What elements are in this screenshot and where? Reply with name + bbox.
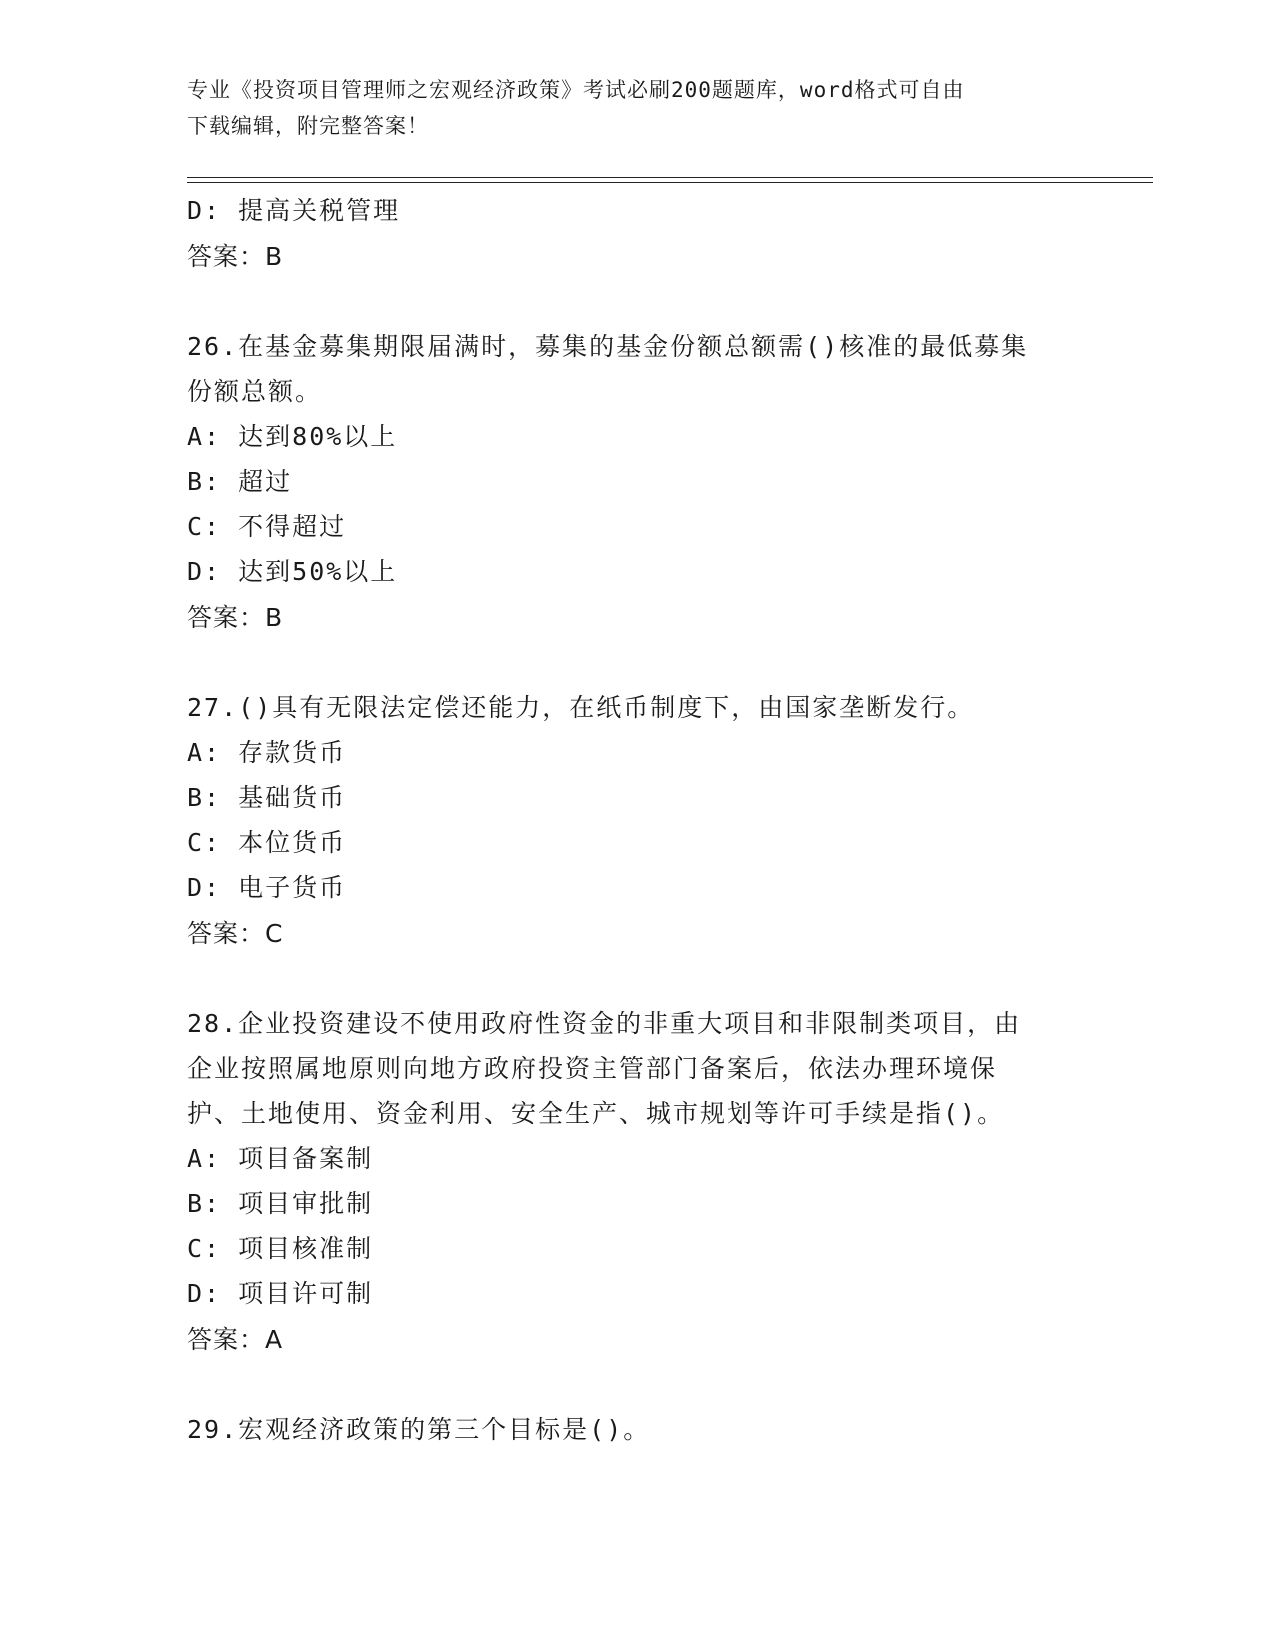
option-c: C: 项目核准制 — [187, 1234, 374, 1263]
header-line-2: 下载编辑，附完整答案！ — [187, 114, 429, 138]
option-d: D: 提高关税管理 — [187, 196, 401, 225]
question-26 — [187, 324, 1087, 641]
option-b: B: 项目审批制 — [187, 1189, 374, 1218]
question-text: 26.在基金募集期限届满时，募集的基金份额总额需()核准的最低募集 — [187, 332, 1029, 361]
option-d: D: 达到50%以上 — [187, 557, 398, 586]
option-a: A: 项目备案制 — [187, 1144, 374, 1173]
question-text: 28.企业投资建设不使用政府性资金的非重大项目和非限制类项目，由 — [187, 1009, 1022, 1038]
question-text: 27.()具有无限法定偿还能力，在纸币制度下，由国家垄断发行。 — [187, 693, 975, 722]
answer-line: 答案：B — [187, 603, 284, 632]
option-d: D: 项目许可制 — [187, 1279, 374, 1308]
question-29 — [187, 1407, 1087, 1452]
option-a: A: 达到80%以上 — [187, 422, 398, 451]
answer-line: 答案：C — [187, 919, 284, 948]
option-b: B: 基础货币 — [187, 783, 347, 812]
header-line-1: 专业《投资项目管理师之宏观经济政策》考试必刷200题题库，word格式可自由 — [187, 78, 965, 102]
question-28 — [187, 1001, 1087, 1363]
question-text: 29.宏观经济政策的第三个目标是()。 — [187, 1415, 651, 1444]
question-text: 护、土地使用、资金利用、安全生产、城市规划等许可手续是指()。 — [187, 1099, 1005, 1128]
answer-line: 答案：B — [187, 242, 284, 271]
option-c: C: 不得超过 — [187, 512, 347, 541]
header-divider-top — [187, 177, 1153, 178]
spacer — [187, 1363, 1087, 1407]
spacer — [187, 641, 1087, 685]
option-c: C: 本位货币 — [187, 828, 347, 857]
document-header — [187, 72, 1067, 144]
spacer — [187, 280, 1087, 324]
answer-line: 答案：A — [187, 1325, 284, 1354]
option-b: B: 超过 — [187, 467, 293, 496]
question-list — [187, 188, 1087, 1452]
option-d: D: 电子货币 — [187, 873, 347, 902]
question-27 — [187, 685, 1087, 957]
question-text: 企业按照属地原则向地方政府投资主管部门备案后，依法办理环境保 — [187, 1054, 998, 1083]
question-text: 份额总额。 — [187, 377, 323, 406]
option-a: A: 存款货币 — [187, 738, 347, 767]
spacer — [187, 957, 1087, 1001]
header-divider-bottom — [187, 182, 1153, 183]
